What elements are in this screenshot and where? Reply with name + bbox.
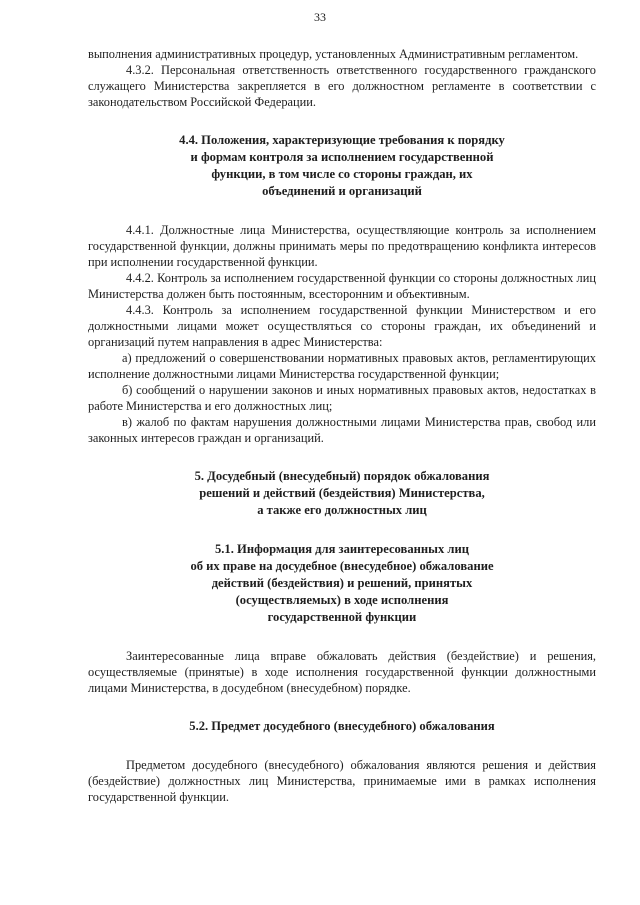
page-number: 33 — [314, 10, 326, 24]
heading-line: действий (бездействия) и решений, принятых — [211, 576, 473, 590]
list-item-v: в) жалоб по фактам нарушения должностными лицами Министерства прав, свобод или законных интересов граждан и организаций. — [88, 415, 596, 445]
section-heading-5-2 — [88, 718, 596, 735]
paragraph-4-3-2: 4.3.2. Персональная ответственность ответственного государственного гражданского служащего Министерства закрепляется в его должностном регламенте в соответствии с законодательством Российской Федерации. — [88, 63, 596, 109]
heading-line: (осуществляемых) в ходе исполнения — [235, 593, 449, 607]
section-heading-4-4 — [88, 132, 596, 200]
heading-line: государственной функции — [267, 610, 417, 624]
list-item-a: а) предложений о совершенствовании нормативных правовых актов, регламентирующих исполнение должностными лицами Министерства государственной функции; — [88, 351, 596, 381]
heading-line: а также его должностных лиц — [257, 503, 427, 517]
heading-line: 4.4. Положения, характеризующие требования к порядку — [179, 133, 505, 147]
heading-line: функции, в том числе со стороны граждан, их — [211, 167, 473, 181]
list-item-b: б) сообщений о нарушении законов и иных нормативных правовых актов, недостатках в работе Министерства и его должностных лиц; — [88, 383, 596, 413]
paragraph-4-4-2: 4.4.2. Контроль за исполнением государственной функции со стороны должностных лиц Министерства должен быть постоянным, всесторонним и объективным. — [88, 271, 596, 301]
heading-line: 5. Досудебный (внесудебный) порядок обжалования — [194, 469, 490, 483]
paragraph-4-4-3: 4.4.3. Контроль за исполнением государственной функции Министерством и его должностными лицами может осуществляться со стороны граждан, их объединений и организаций путем направления в адрес Министерства: — [88, 303, 596, 349]
heading-line: решений и действий (бездействия) Министерства, — [199, 486, 485, 500]
section-heading-5-1 — [88, 541, 596, 626]
paragraph-5-2-body: Предметом досудебного (внесудебного) обжалования являются решения и действия (бездействие) должностных лиц Министерства, принимаемые ими в рамках исполнения государственной функции. — [88, 758, 596, 804]
paragraph-admin-procedures: выполнения административных процедур, установленных Административным регламентом. — [88, 47, 579, 61]
paragraph-5-1-body: Заинтересованные лица вправе обжаловать действия (бездействие) и решения, осуществляемые (принятые) в ходе исполнения государственной функции должностными лицами Министерства, в досудебном (внесудебном) порядке. — [88, 649, 596, 695]
heading-line: об их праве на досудебное (внесудебное) обжалование — [190, 559, 494, 573]
paragraph-4-4-1: 4.4.1. Должностные лица Министерства, осуществляющие контроль за исполнением государственной функции, должны принимать меры по предотвращению конфликта интересов при исполнении государственной функции. — [88, 223, 596, 269]
heading-line: 5.2. Предмет досудебного (внесудебного) обжалования — [189, 719, 495, 733]
document-body — [88, 46, 596, 805]
section-heading-5 — [88, 468, 596, 519]
heading-line: объединений и организаций — [262, 184, 422, 198]
heading-line: 5.1. Информация для заинтересованных лиц — [214, 542, 469, 556]
heading-line: и формам контроля за исполнением государственной — [190, 150, 494, 164]
